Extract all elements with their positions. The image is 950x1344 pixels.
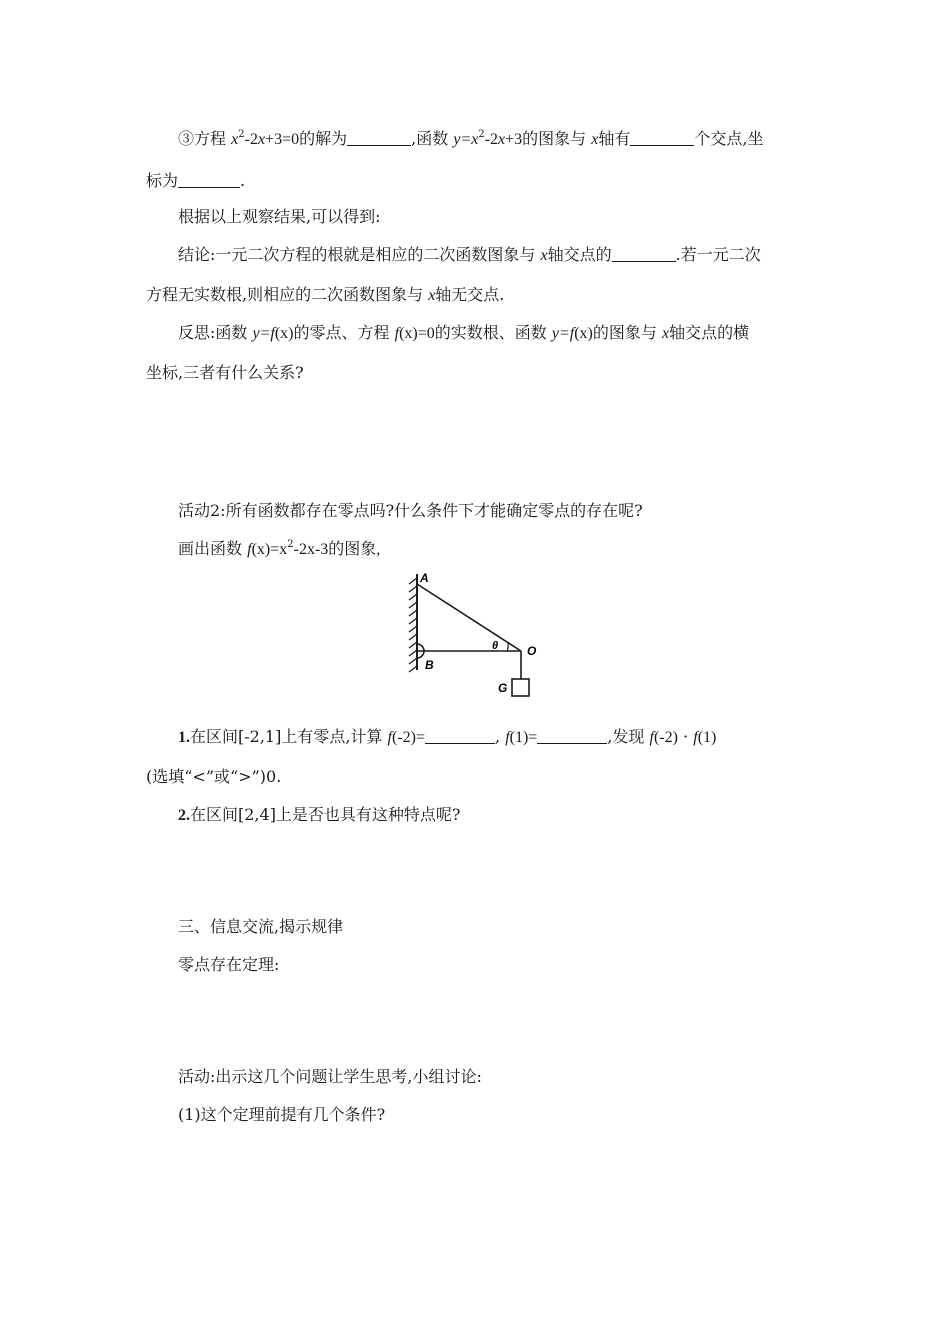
conclusion-line2: 方程无实数根,则相应的二次函数图象与 x轴无交点. xyxy=(146,285,505,304)
q3-line2: 标为 . xyxy=(146,171,246,190)
item2-line: 2.在区间[2,4]上是否也具有这种特点呢? xyxy=(178,805,461,824)
label-O: O xyxy=(527,644,537,658)
q3-line1: ③方程 $x^2-2x+3=0$的解为 ,函数 $y=x^2-2x+3$的图象与 x轴有 个交点,坐 xyxy=(178,129,764,148)
question-1: (1)这个定理前提有几个条件? xyxy=(178,1105,386,1124)
label-G: G xyxy=(498,681,508,695)
item1-line1: 1.在区间[-2,1]上有零点,计算 f(-2)= , f(1)= ,发现 f(-2) · f(1) xyxy=(178,727,717,746)
theorem-text: 零点存在定理: xyxy=(178,955,280,974)
physics-figure xyxy=(400,568,540,700)
activity-text: 活动:出示这几个问题让学生思考,小组讨论: xyxy=(178,1067,482,1086)
observe-text: 根据以上观察结果,可以得到: xyxy=(178,207,381,226)
draw-line: 画出函数 $f(x)=x^2-2x-3$的图象, xyxy=(178,539,381,558)
section3-heading: 三、信息交流,揭示规律 xyxy=(178,917,344,936)
answer-blank[interactable] xyxy=(347,129,411,146)
label-theta: θ xyxy=(492,640,499,652)
answer-blank[interactable] xyxy=(178,171,240,188)
label-B: B xyxy=(425,658,434,672)
angle-arc xyxy=(507,643,508,651)
reflect-line2: 坐标,三者有什么关系? xyxy=(146,363,304,382)
weight-G xyxy=(512,679,529,696)
wall xyxy=(409,574,417,672)
answer-blank[interactable] xyxy=(425,727,495,744)
rope-AO xyxy=(417,584,521,651)
answer-blank[interactable] xyxy=(537,727,607,744)
item1-line2: (选填“<”或“>”)0. xyxy=(146,767,282,786)
answer-blank[interactable] xyxy=(612,245,676,262)
label-A: A xyxy=(420,571,429,585)
reflect-line1: 反思:函数 y=f(x)的零点、方程 f(x)=0的实数根、函数 y=f(x)的图象与 x轴交点的横 xyxy=(178,323,750,342)
activity2-text: 活动2:所有函数都存在零点吗?什么条件下才能确定零点的存在呢? xyxy=(178,501,643,520)
answer-blank[interactable] xyxy=(630,129,694,146)
conclusion-line1: 结论:一元二次方程的根就是相应的二次函数图象与 x轴交点的 .若一元二次 xyxy=(178,245,761,264)
